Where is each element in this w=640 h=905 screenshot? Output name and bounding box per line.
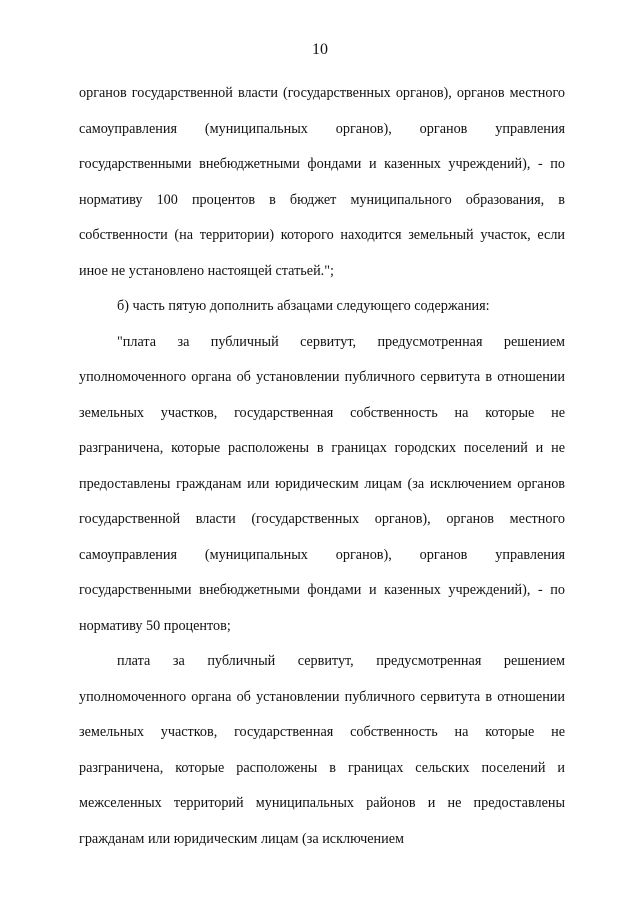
paragraph-continuation: органов государственной власти (государственных органов), органов местного самоуправления (муниципальных органов), органов управления государственными внебюджетными фондами и казенных учреждений), - по нормативу 100 процентов в бюджет муниципального образования, в собственности (на территории) которого находится земельный участок, если иное не установлено настоящей статьей."; (79, 85, 565, 279)
document-body (79, 76, 565, 857)
paragraph-urban-servitude-fee: "плата за публичный сервитут, предусмотренная решением уполномоченного органа об установлении публичного сервитута в отношении земельных участков, государственная собственность на которые не разграничена, которые расположены в границах городских поселений и не предоставлены гражданам или юридическим лицам (за исключением органов государственной власти (государственных органов), органов местного самоуправления (муниципальных органов), органов управления государственными внебюджетными фондами и казенных учреждений), - по нормативу 50 процентов; (79, 333, 565, 634)
page-number: 10 (312, 41, 328, 58)
paragraph-item-b: б) часть пятую дополнить абзацами следующего содержания: (117, 298, 490, 314)
paragraph-rural-servitude-fee: плата за публичный сервитут, предусмотренная решением уполномоченного органа об установлении публичного сервитута в отношении земельных участков, государственная собственность на которые не разграничена, которые расположены в границах сельских поселений и межселенных территорий муниципальных районов и не предоставлены гражданам или юридическим лицам (за исключением (79, 653, 565, 847)
